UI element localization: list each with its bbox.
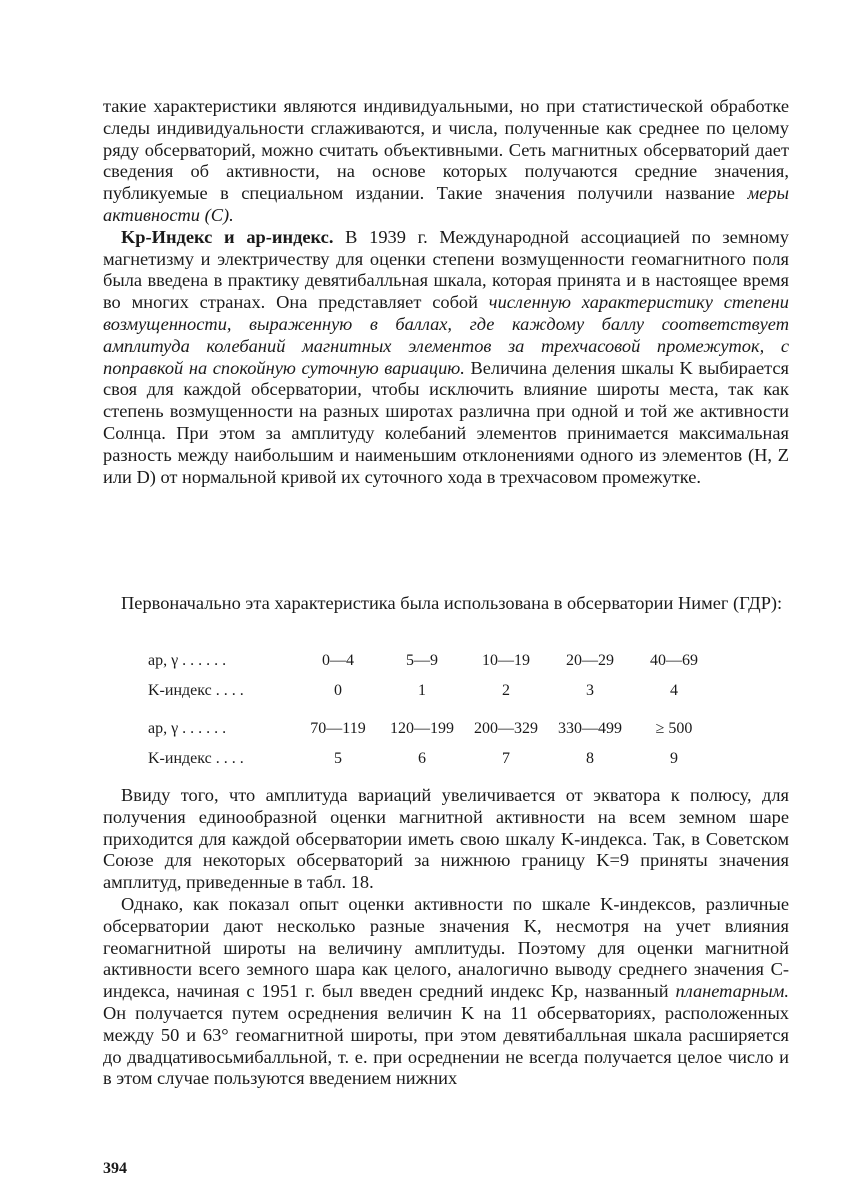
table-cell: ≥ 500 (655, 720, 693, 737)
table-cell: 9 (670, 750, 678, 767)
amplitude-k-table (148, 646, 716, 774)
table-row-label: aр, γ . . . . . . (148, 720, 227, 737)
table-cell: 7 (502, 750, 510, 767)
paragraph-2-text-b: Величина деления шкалы K выбирается своя для каждой обсерватории, чтобы исключить влияние широты места, так как степень возмущенности на разных широтах различна при одной и той же активности Солнца. При этом за амплитуду колебаний элементов принимается максимальная разность между наибольшим и наименьшим отклонениями одного из элементов (H, Z или D) от нормальной кривой их суточного хода в трехчасовом промежутке. (103, 357, 789, 487)
table-cell: 3 (586, 682, 594, 699)
paragraph-3: Первоначально эта характеристика была использована в обсерватории Нимег (ГДР): (121, 593, 783, 613)
table-row-label: K-индекс . . . . (148, 750, 244, 767)
table-cell: 4 (670, 682, 678, 699)
paragraph-1-text: такие характеристики являются индивидуальными, но при статистической обработке следы индивидуальности сглаживаются, и числа, полученные как среднее по целому ряду обсерваторий, можно считать объективными. Сеть магнитных обсерваторий дает сведения об активности, на основе которых получаются средние значения, публикуемые в специальном издании. Такие значения получили название (103, 96, 789, 204)
paragraph-5-text-a: Однако, как показал опыт оценки активности по шкале K-индексов, различные обсерватории дают несколько разные значения K, несмотря на учет влияния геомагнитной широты на величину амплитуды. Поэтому для оценки магнитной активности всего земного шара как целого, аналогично выводу среднего значения C-индекса, начиная с 1951 г. был введен средний индекс Kр, названный (103, 893, 789, 1002)
table-row (148, 744, 716, 774)
table-cell: 5—9 (406, 652, 438, 669)
table-cell: 6 (418, 750, 426, 767)
table-row-label: K-индекс . . . . (148, 682, 244, 699)
text-block-top (103, 96, 789, 488)
paragraph-2-text-a: В 1939 г. Международной ассоциацией по земному магнетизму и электричеству для оценки степени возмущенности геомагнитного поля была введена в практику девятибалльная шкала, которая принята и в настоящее время во многих странах. Она представляет собой (103, 226, 789, 313)
text-block-intro-table (103, 593, 789, 615)
table-cell: 40—69 (650, 652, 698, 669)
table-cell: 120—199 (390, 720, 454, 737)
paragraph-5-text-b: Он получается путем осреднения величин K на 11 обсерваториях, расположенных между 50 и 63° геомагнитной широты, при этом девятибалльная шкала расширяется до двадцативосьмибалльной, т. е. при осреднении не всегда получается целое число и в этом случае пользуются введением нижних (103, 1002, 789, 1089)
table-row (148, 714, 716, 744)
table-row (148, 676, 716, 706)
table-row-label: aр, γ . . . . . . (148, 652, 227, 669)
paragraph-1-italic: меры активности (С). (103, 183, 789, 225)
paragraph-2 (103, 227, 789, 489)
table-cell: 1 (418, 682, 426, 699)
text-block-bottom (103, 785, 789, 1090)
table-cell: 8 (586, 750, 594, 767)
paragraph-4: Ввиду того, что амплитуда вариаций увеличивается от экватора к полюсу, для получения единообразной оценки магнитной активности на всем земном шаре приходится для каждой обсерватории иметь свою шкалу K-индекса. Так, в Советском Союзе для некоторых обсерваторий за нижнюю границу K=9 приняты значения амплитуд, приведенные в табл. 18. (103, 785, 789, 893)
page-number: 394 (103, 1160, 127, 1177)
table-spacer (148, 706, 716, 714)
table-cell: 0 (334, 682, 342, 699)
table-cell: 330—499 (558, 720, 622, 737)
table-cell: 0—4 (322, 652, 354, 669)
table-row (148, 646, 716, 676)
table-cell: 2 (502, 682, 510, 699)
table-cell: 70—119 (310, 720, 366, 737)
table-spacer-cell (148, 706, 716, 714)
paragraph-5-italic: планетарным. (675, 981, 789, 1002)
paragraph-2-italic: численную характеристику степени возмущенности, выраженную в баллах, где каждому баллу соответствует амплитуда колебаний магнитных элементов за трехчасовой промежуток, с поправкой на спокойную суточную вариацию. (103, 292, 789, 378)
table-cell: 10—19 (482, 652, 530, 669)
table-cell: 5 (334, 750, 342, 767)
kp-index-heading: Kр-Индекс и aр-индекс. (121, 226, 334, 247)
table-cell: 200—329 (474, 720, 538, 737)
k-index-table (148, 646, 716, 774)
paragraph-5 (103, 894, 789, 1090)
paragraph-1 (103, 96, 789, 227)
table-cell: 20—29 (566, 652, 614, 669)
